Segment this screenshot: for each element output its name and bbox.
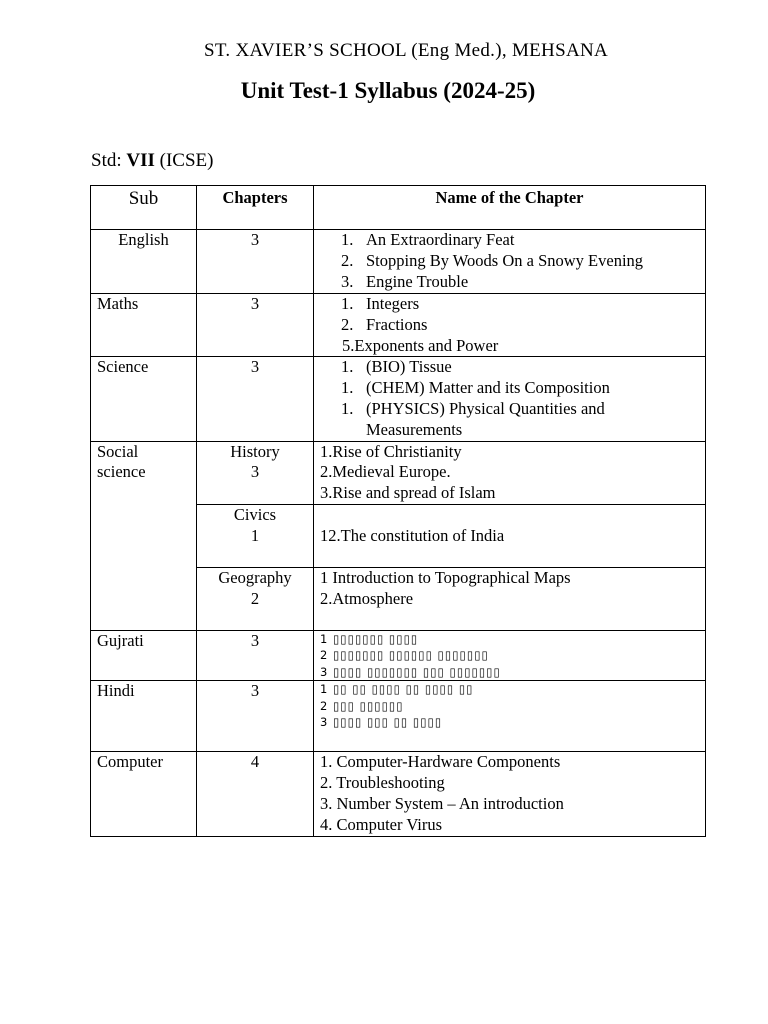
subject-cell: Computer — [91, 752, 197, 836]
subject-cell: Maths — [91, 294, 197, 357]
chapter-count: Geography 2 — [197, 567, 314, 630]
chapter-list — [314, 504, 706, 567]
list-item: 1 ▯▯▯▯▯▯▯ ▯▯▯▯ — [320, 631, 419, 646]
subject-cell: English — [91, 230, 197, 294]
list-item: 1. (BIO) Tissue — [341, 357, 452, 377]
table-row-science — [91, 357, 706, 441]
list-item: 3. Engine Trouble — [341, 271, 469, 291]
table-row-gujrati — [91, 630, 706, 681]
list-item: 1 Introduction to Topographical Maps — [320, 567, 571, 587]
header-chapters: Chapters — [197, 186, 314, 230]
list-item: 1 ▯▯ ▯▯ ▯▯▯▯ ▯▯ ▯▯▯▯ ▯▯ — [320, 682, 474, 697]
list-item: 2 ▯▯▯ ▯▯▯▯▯▯ — [320, 698, 404, 713]
chapter-count: 3 — [197, 681, 314, 752]
subject-cell: Gujrati — [91, 630, 197, 681]
chapter-list — [314, 357, 706, 441]
table-row-english — [91, 230, 706, 294]
std-prefix: Std: — [91, 150, 127, 171]
chapter-list — [314, 681, 706, 752]
list-item: 3 ▯▯▯▯ ▯▯▯▯▯▯▯ ▯▯▯ ▯▯▯▯▯▯▯ — [320, 664, 501, 679]
list-item: 2. Stopping By Woods On a Snowy Evening — [341, 250, 644, 270]
school-name: ST. XAVIER’S SCHOOL (Eng Med.), MEHSANA — [203, 40, 609, 61]
list-item: 1. (PHYSICS) Physical Quantities and Measurements — [341, 398, 605, 439]
list-item: 4. Computer Virus — [320, 814, 442, 834]
standard-line — [91, 150, 213, 172]
list-item: 3.Rise and spread of Islam — [320, 483, 496, 503]
chapter-list — [314, 294, 706, 357]
std-value: VII — [126, 150, 155, 171]
subject-cell: Hindi — [91, 681, 197, 752]
std-board: (ICSE) — [154, 150, 214, 171]
table-row-history — [91, 441, 706, 504]
list-item: 1. Computer-Hardware Components — [320, 752, 561, 772]
list-item: 2. Fractions — [341, 314, 428, 334]
syllabus-table — [90, 185, 706, 837]
list-item: 1.Rise of Christianity — [320, 441, 462, 461]
chapter-count: History 3 — [197, 441, 314, 504]
list-item: 2 ▯▯▯▯▯▯▯ ▯▯▯▯▯▯ ▯▯▯▯▯▯▯ — [320, 648, 489, 663]
chapter-list — [314, 441, 706, 504]
table-header-row — [91, 186, 706, 230]
list-item: 3. Number System – An introduction — [320, 794, 564, 814]
list-item: 1. An Extraordinary Feat — [341, 230, 515, 249]
list-item: 5.Exponents and Power — [342, 335, 499, 355]
header-chapter-name: Name of the Chapter — [314, 186, 706, 230]
chapter-list — [314, 230, 706, 294]
table-row-computer — [91, 752, 706, 836]
table-row-hindi — [91, 681, 706, 752]
chapter-count: 3 — [197, 294, 314, 357]
page-title: Unit Test-1 Syllabus (2024-25) — [240, 78, 536, 103]
list-item: 1. (CHEM) Matter and its Composition — [341, 378, 610, 398]
chapter-count: Civics 1 — [197, 504, 314, 567]
chapter-count: 3 — [197, 630, 314, 681]
subject-cell: Social science — [91, 441, 197, 630]
list-item: 2. Troubleshooting — [320, 773, 445, 793]
list-item: 3 ▯▯▯▯ ▯▯▯ ▯▯ ▯▯▯▯ — [320, 715, 443, 730]
list-item: 2.Atmosphere — [320, 588, 414, 608]
chapter-count: 4 — [197, 752, 314, 836]
list-item: 2.Medieval Europe. — [320, 462, 451, 482]
list-item: 12.The constitution of India — [320, 525, 505, 545]
subject-cell: Science — [91, 357, 197, 441]
chapter-list — [314, 630, 706, 681]
table-row-maths — [91, 294, 706, 357]
chapter-list — [314, 567, 706, 630]
chapter-list — [314, 752, 706, 836]
list-item: 1. Integers — [341, 294, 420, 313]
header-sub: Sub — [91, 186, 197, 230]
chapter-count: 3 — [197, 357, 314, 441]
chapter-count: 3 — [197, 230, 314, 294]
